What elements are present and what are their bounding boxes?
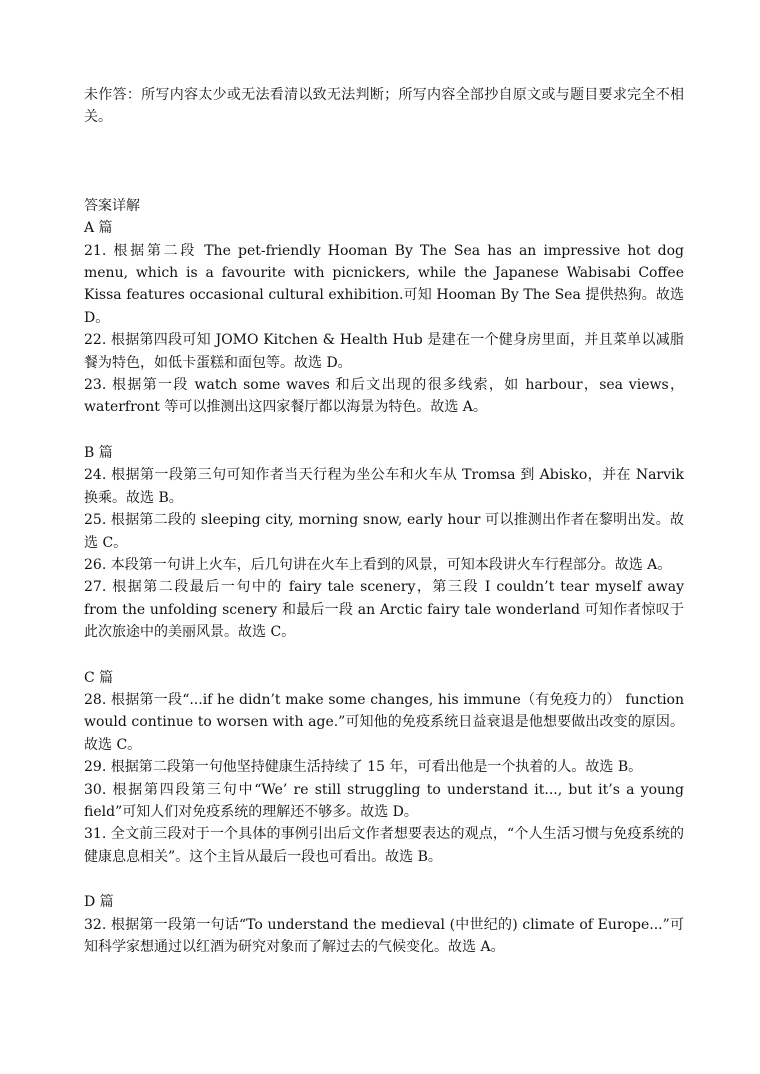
answer-item: 24. 根据第一段第三句可知作者当天行程为坐公车和火车从 Tromsa 到 Abisko，并在 Narvik 换乘。故选 B。 [84,467,684,506]
section-title: D 篇 [84,894,114,911]
answers-title: 答案详解 [84,197,140,214]
answer-item: 31. 全文前三段对于一个具体的事例引出后文作者想要表达的观点，“个人生活习惯与免疫系统的健康息息相关”。这个主旨从最后一段也可看出。故选 B。 [84,826,684,865]
section-c [84,667,684,869]
answer-item: 29. 根据第二段第一句他坚持健康生活持续了 15 年，可看出他是一个执着的人。故选 B。 [84,759,643,776]
section-a [84,217,684,419]
spacer [84,129,684,195]
section-b [84,442,684,644]
answer-item: 28. 根据第一段“...if he didn’t make some changes, his immune（有免疫力的） function would continue to worsen with age.”可知他的免疫系统日益衰退是他想要做出改变的原因。故选 C。 [84,691,684,753]
spacer [84,868,684,891]
answer-item: 22. 根据第四段可知 JOMO Kitchen & Health Hub 是建在一个健身房里面，并且菜单以减脂餐为特色，如低卡蛋糕和面包等。故选 D。 [84,332,684,371]
document-page [84,84,684,958]
answer-item: 32. 根据第一段第一句话“To understand the medieval (中世纪的) climate of Europe...”可知科学家想通过以红酒为研究对象而了解过去的气候变化。故选 A。 [84,916,684,955]
spacer [84,644,684,667]
answer-item: 21. 根据第二段 The pet-friendly Hooman By The Sea has an impressive hot dog menu, which is a favourite with picnickers, while the Japanese Wabisabi Coffee Kissa features occasional cultural exhibition.可知 Hooman By The Sea 提供热狗。故选 D。 [84,242,684,326]
answer-item: 23. 根据第一段 watch some waves 和后文出现的很多线索，如 harbour，sea views，waterfront 等可以推测出这四家餐厅都以海景为特色。故选 A。 [84,377,684,416]
answer-item: 26. 本段第一句讲上火车，后几句讲在火车上看到的风景，可知本段讲火车行程部分。故选 A。 [84,556,672,573]
section-d [84,891,684,958]
spacer [84,419,684,442]
section-title: C 篇 [84,669,114,686]
section-title: B 篇 [84,444,113,461]
section-title: A 篇 [84,220,113,237]
intro-paragraph: 未作答：所写内容太少或无法看清以致无法判断；所写内容全部抄自原文或与题目要求完全不相关。 [84,87,684,126]
answer-item: 30. 根据第四段第三句中“We’ re still struggling to understand it..., but it’s a young field”可知人们对免疫系统的理解还不够多。故选 D。 [84,781,684,820]
answer-item: 25. 根据第二段的 sleeping city, morning snow, early hour 可以推测出作者在黎明出发。故选 C。 [84,512,684,551]
answer-item: 27. 根据第二段最后一句中的 fairy tale scenery，第三段 I couldn’t tear myself away from the unfolding scenery 和最后一段 an Arctic fairy tale wonderland 可知作者惊叹于此次旅途中的美丽风景。故选 C。 [84,579,684,641]
